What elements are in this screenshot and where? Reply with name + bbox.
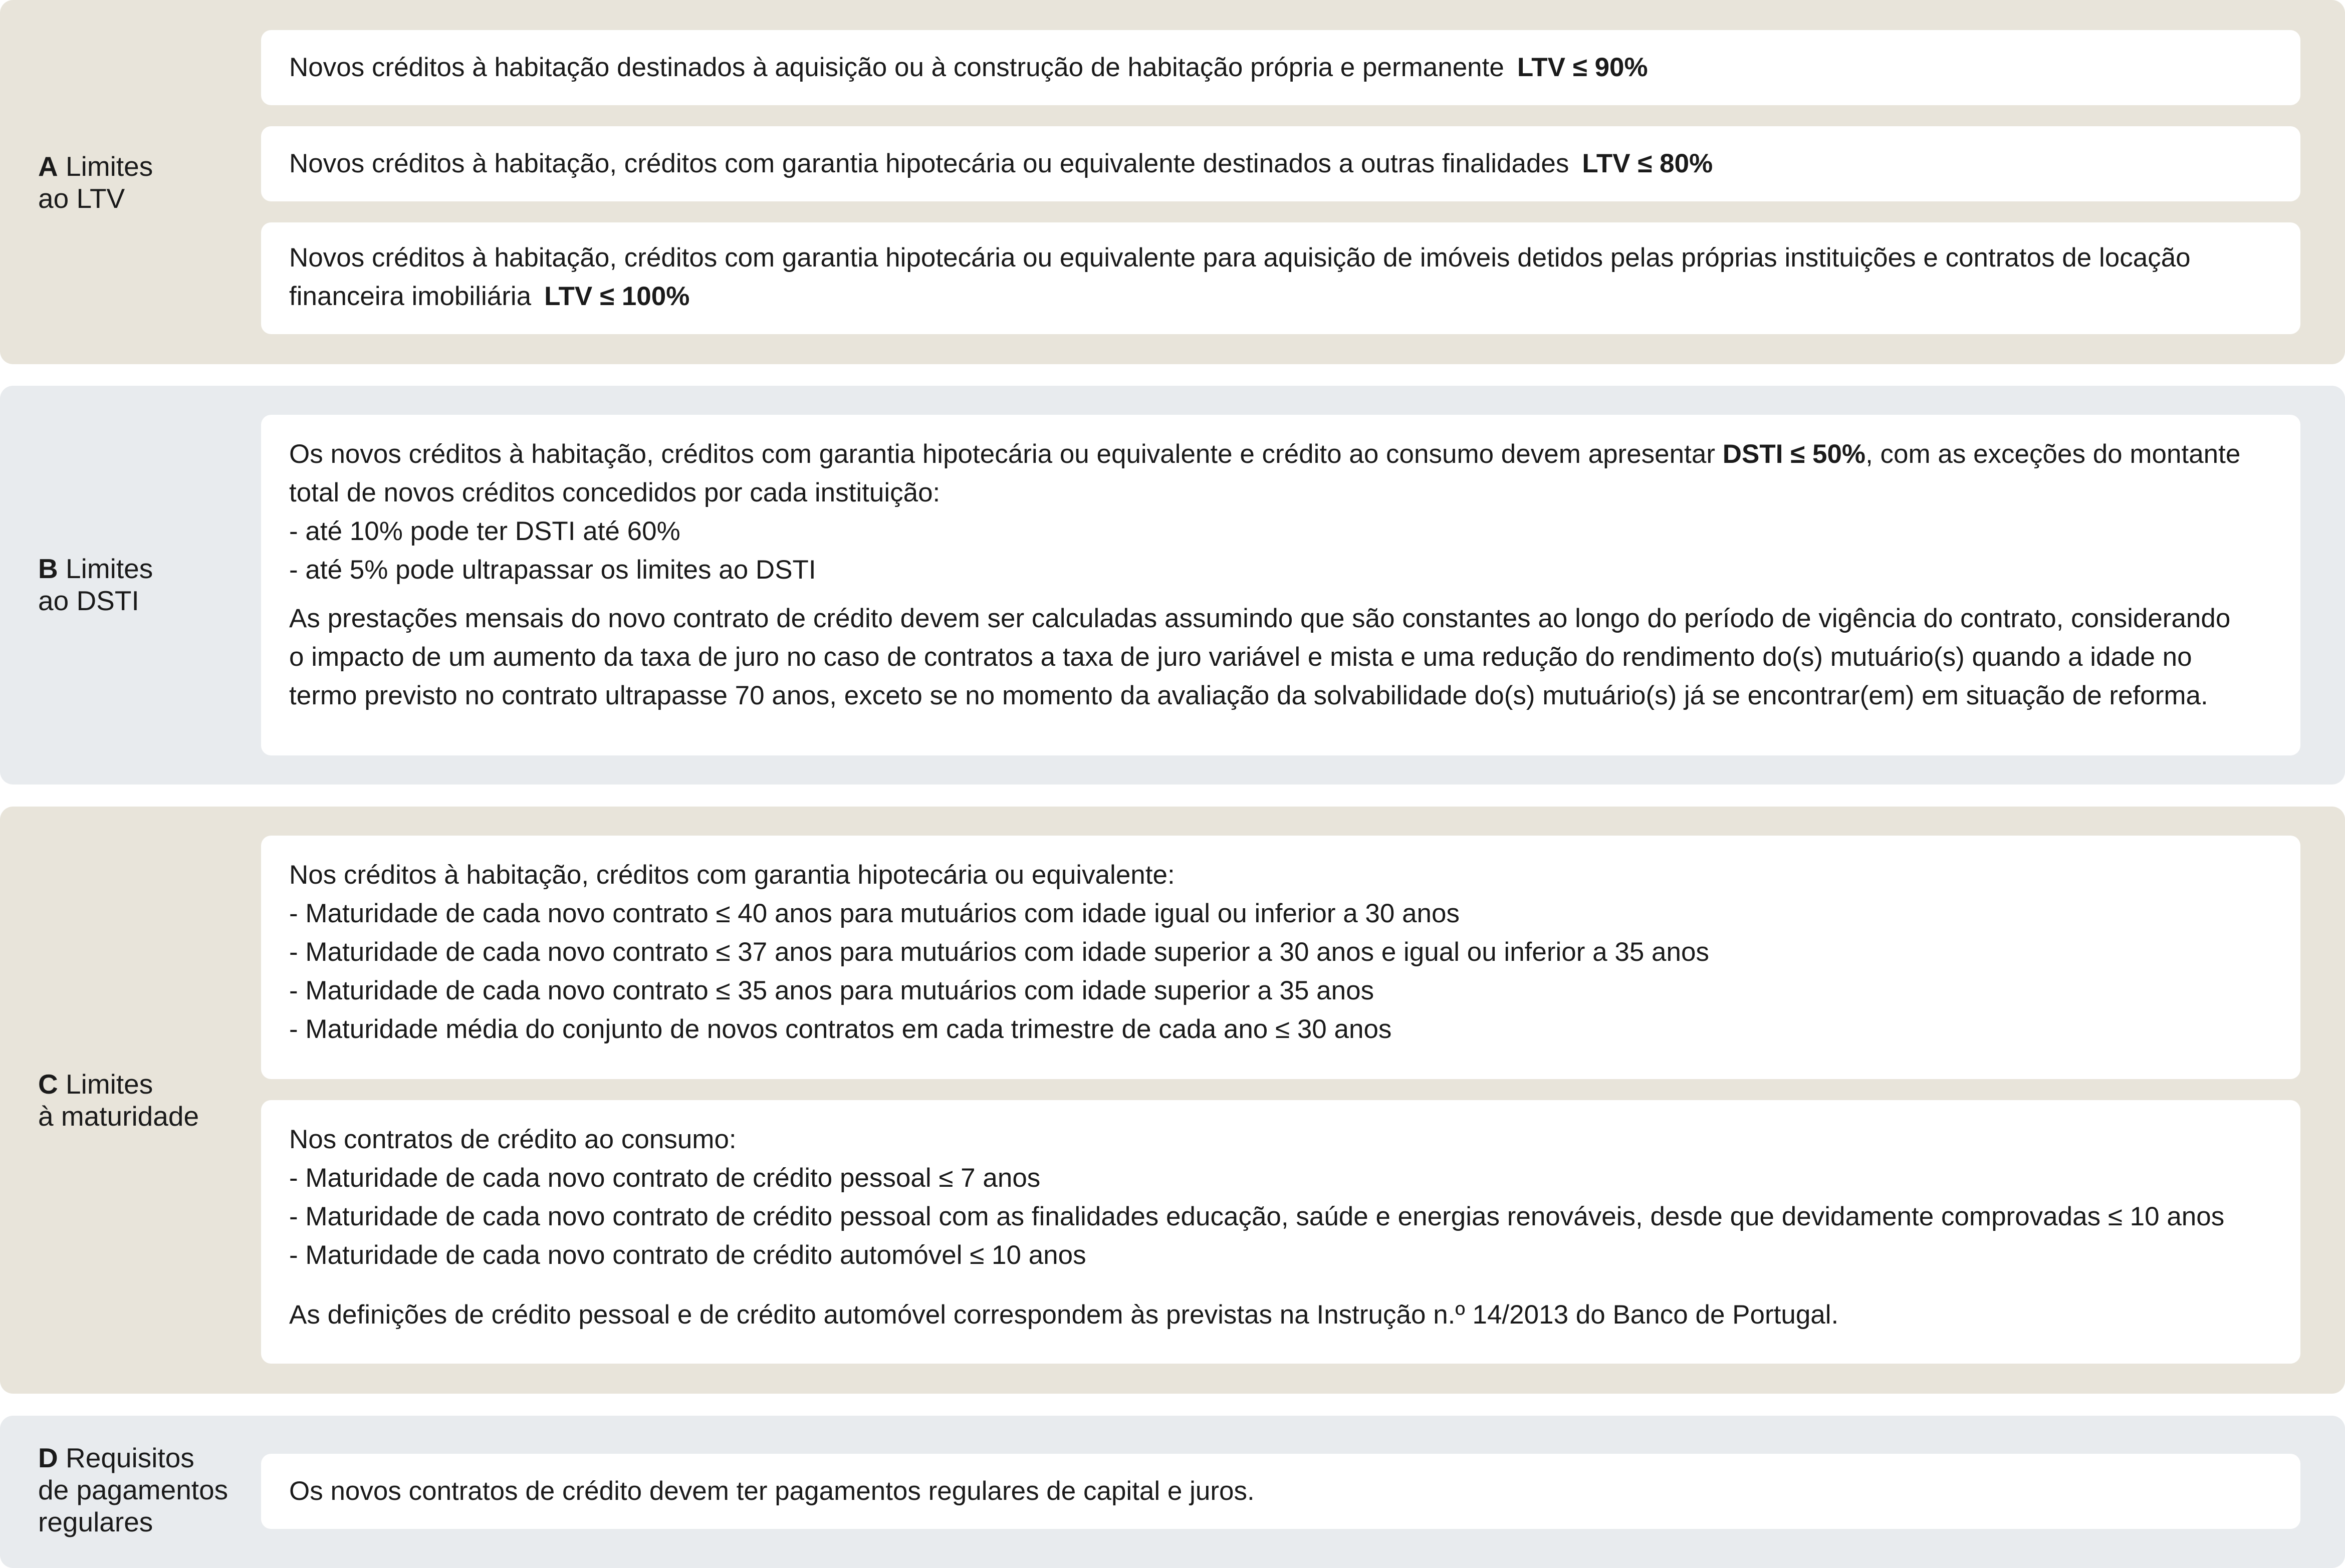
section-a-title-1: Limites — [66, 151, 153, 182]
maturity-consumer-box — [261, 1100, 2300, 1364]
dsti-p1-before: Os novos créditos à habitação, créditos com garantia hipotecária ou equivalente e crédito ao consumo devem apresentar — [289, 439, 1715, 469]
dsti-p2-line3: termo previsto no contrato ultrapasse 70 anos, exceto se no momento da avaliação da solvabilidade do(s) mutuário(s) já se encontrar(em) em situação de reforma. — [289, 681, 2208, 710]
dsti-bullet-2: - até 5% pode ultrapassar os limites ao DSTI — [289, 555, 816, 585]
maturity-housing-line-2: - Maturidade de cada novo contrato ≤ 40 anos para mutuários com idade igual ou inferior a 30 anos — [289, 899, 1460, 928]
section-a-letter: A — [38, 151, 58, 182]
maturity-housing-box — [261, 836, 2300, 1079]
maturity-consumer-line-4: - Maturidade de cada novo contrato de crédito automóvel ≤ 10 anos — [289, 1240, 1086, 1270]
section-dsti-limits — [0, 386, 2345, 785]
dsti-rule-box — [261, 415, 2300, 755]
section-c-letter: C — [38, 1069, 58, 1100]
maturity-housing-line-5: - Maturidade média do conjunto de novos contratos em cada trimestre de cada ano ≤ 30 anos — [289, 1014, 1392, 1044]
section-maturity-limits — [0, 807, 2345, 1394]
dsti-bullet-1: - até 10% pode ter DSTI até 60% — [289, 516, 680, 546]
ltv-rule-box-1 — [261, 30, 2300, 105]
dsti-limit-value: DSTI ≤ 50% — [1722, 439, 1866, 469]
dsti-p1-line2: total de novos créditos concedidos por cada instituição: — [289, 478, 941, 507]
dsti-p2-line2: o impacto de um aumento da taxa de juro no caso de contratos a taxa de juro variável e mista e uma redução do rendimento do(s) mutuário(s) quando a idade no — [289, 642, 2192, 672]
dsti-p2-line1: As prestações mensais do novo contrato de crédito devem ser calculadas assumindo que são constantes ao longo do período de vigência do contrato, considerando — [289, 604, 2231, 633]
section-c-label — [38, 1068, 199, 1132]
ltv-rule-2-text: Novos créditos à habitação, créditos com garantia hipotecária ou equivalente destinados a outras finalidades — [289, 149, 1569, 178]
maturity-consumer-line-1: Nos contratos de crédito ao consumo: — [289, 1125, 737, 1154]
maturity-housing-line-4: - Maturidade de cada novo contrato ≤ 35 anos para mutuários com idade superior a 35 anos — [289, 976, 1374, 1005]
section-d-title-3: regulares — [38, 1506, 153, 1537]
section-d-title-2: de pagamentos — [38, 1474, 228, 1505]
ltv-rule-box-2 — [261, 126, 2300, 201]
ltv-rule-3-text-line2: financeira imobiliária — [289, 282, 532, 311]
section-c-title-2: à maturidade — [38, 1101, 199, 1132]
ltv-rule-2-value: LTV ≤ 80% — [1582, 149, 1713, 178]
section-a-label — [38, 150, 153, 214]
section-a-title-2: ao LTV — [38, 183, 125, 214]
maturity-housing-line-3: - Maturidade de cada novo contrato ≤ 37 anos para mutuários com idade superior a 30 anos e igual ou inferior a 35 anos — [289, 937, 1709, 967]
ltv-rule-3-text-line1: Novos créditos à habitação, créditos com garantia hipotecária ou equivalente para aquisição de imóveis detidos pelas próprias instituições e contratos de locação — [289, 243, 2191, 273]
ltv-rule-3-value: LTV ≤ 100% — [544, 282, 690, 311]
section-b-title-1: Limites — [66, 553, 153, 584]
section-b-label — [38, 553, 153, 617]
section-regular-payments — [0, 1416, 2345, 1568]
ltv-rule-1-value: LTV ≤ 90% — [1517, 53, 1648, 82]
section-d-letter: D — [38, 1442, 58, 1473]
regular-payments-text: Os novos contratos de crédito devem ter pagamentos regulares de capital e juros. — [289, 1476, 1255, 1506]
maturity-housing-line-1: Nos créditos à habitação, créditos com garantia hipotecária ou equivalente: — [289, 860, 1175, 890]
section-ltv-limits — [0, 0, 2345, 364]
dsti-p1-after: , com as exceções do montante — [1865, 439, 2241, 469]
ltv-rule-1-text: Novos créditos à habitação destinados à aquisição ou à construção de habitação própria e permanente — [289, 53, 1504, 82]
section-d-title-1: Requisitos — [66, 1442, 194, 1473]
ltv-rule-box-3 — [261, 222, 2300, 334]
section-b-title-2: ao DSTI — [38, 585, 139, 616]
section-d-label — [38, 1442, 228, 1538]
maturity-consumer-line-2: - Maturidade de cada novo contrato de crédito pessoal ≤ 7 anos — [289, 1163, 1041, 1193]
section-b-letter: B — [38, 553, 58, 584]
maturity-consumer-line-3: - Maturidade de cada novo contrato de crédito pessoal com as finalidades educação, saúde e energias renováveis, desde que devidamente comprovadas ≤ 10 anos — [289, 1202, 2225, 1231]
section-c-title-1: Limites — [66, 1069, 153, 1100]
maturity-consumer-note: As definições de crédito pessoal e de crédito automóvel correspondem às previstas na Instrução n.º 14/2013 do Banco de Portugal. — [289, 1300, 1839, 1330]
regular-payments-box — [261, 1454, 2300, 1529]
